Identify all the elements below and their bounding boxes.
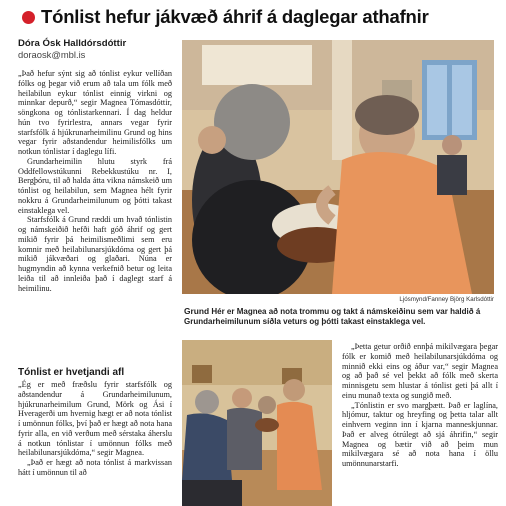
left-column-bottom [18, 380, 172, 478]
left-column-top [18, 69, 172, 293]
secondary-photo [182, 340, 332, 506]
caption-lead: Grund [184, 306, 210, 316]
paragraph-3: Starfsfólk á Grund ræddi um hvað tónlistin og námskeiðið hefði haft góð áhrif og gert mikið fyrir þá heimilismeðlimi sem eru komnir með heilabilunarsjúkdóma og gert þá mikið jákvæðari og glaðari. Núna er hugmyndin að kynna verkefnið betur og leita leiða til að innleiða það í daglegt starf á heimilinu. [18, 215, 172, 293]
paragraph-4: „Ég er með fræðslu fyrir starfsfólk og aðstandendur á Grundarheimilunum, hjúkrunarheimilum Grund, Mörk og Ási í Hveragerði um hvernig hægt er að nota tónlist í umönnun fólks, því það er hægt að nota hana fyrir alla, en við verðum með sérstaka áherslu á notkun tónlistar í umönnun fólks með heilabilunarsjúkdóma,“ segir Magnea. [18, 380, 172, 458]
right-paragraph-1: „Þetta getur orðið ennþá mikilvægara þegar fólk er komið með heilabilunarsjúkdóma og minnið ekki eins og áður var,“ segir Magnea og að það sé vel þekkt að fólk með skerta minnisgetu sem hlustar á tónlist geti þá allt í einu munað texta og sungið með. [342, 342, 498, 400]
article-headline: Tónlist hefur jákvæð áhrif á daglegar athafnir [41, 6, 429, 27]
caption-text: Hér er Magnea að nota trommu og takt á námskeiðinu sem var haldið á Grundarheimilunum síðla veturs og þótti takast einstaklega vel. [184, 307, 481, 326]
paragraph-2: Grundarheimilin hlutu styrk frá Oddfellowstúkunni Rebekkustúku nr. I, Bergþóru, til að halda átta vikna námskeið um tónlist og heilabilun, sem Magnea hélt fyrir nokkru á Grundarheimilunum og þótti takast einstaklega vel. [18, 156, 172, 215]
main-photo [182, 40, 494, 294]
headline-row [8, 4, 502, 30]
paragraph-5: „Það er hægt að nota tónlist á markvissan hátt í umönnun til að [18, 458, 172, 477]
byline [18, 38, 178, 60]
right-column [342, 342, 498, 469]
subheading: Tónlist er hvetjandi afl [18, 367, 125, 378]
right-paragraph-2: „Tónlistin er svo margþætt. Það er laglína, hljómur, taktur og hreyfing og þetta talar allt einhvern veginn inn í kjarna manneskjunnar. Það er alveg ótrúlegt að sjá áhrifin,“ segir Magnea og bætir við að þeim mun mikilvægara sé að nota hana í öllu umönnunarstarfi. [342, 400, 498, 468]
author-name: Dóra Ósk Halldórsdóttir [18, 38, 127, 49]
photo-credit: Ljósmynd/Fanney Björg Karlsdóttir [399, 296, 494, 303]
photo-caption [184, 306, 496, 327]
main-photo-illustration [182, 40, 494, 294]
paragraph-1: „Það hefur sýnt sig að tónlist eykur vellíðan fólks og þegar við erum að tala um fólk með heilabilun eykur tónlist einnig virkni og minnkar depurð,“ segir Magnea Tómasdóttir, söngkona og tónlistarkennari. Í dag heldur hún tvo fyrirlestra, annars vegar fyrir starfsfólk á hjúkrunarheimilinu Grund og hins vegar fyrir aðstandendur heimilisfólks um notkun tónlistar í daglegu lífi. [18, 69, 172, 156]
author-email[interactable]: doraosk@mbl.is [18, 49, 86, 60]
red-bullet-icon [22, 11, 35, 24]
secondary-photo-illustration [182, 340, 332, 506]
